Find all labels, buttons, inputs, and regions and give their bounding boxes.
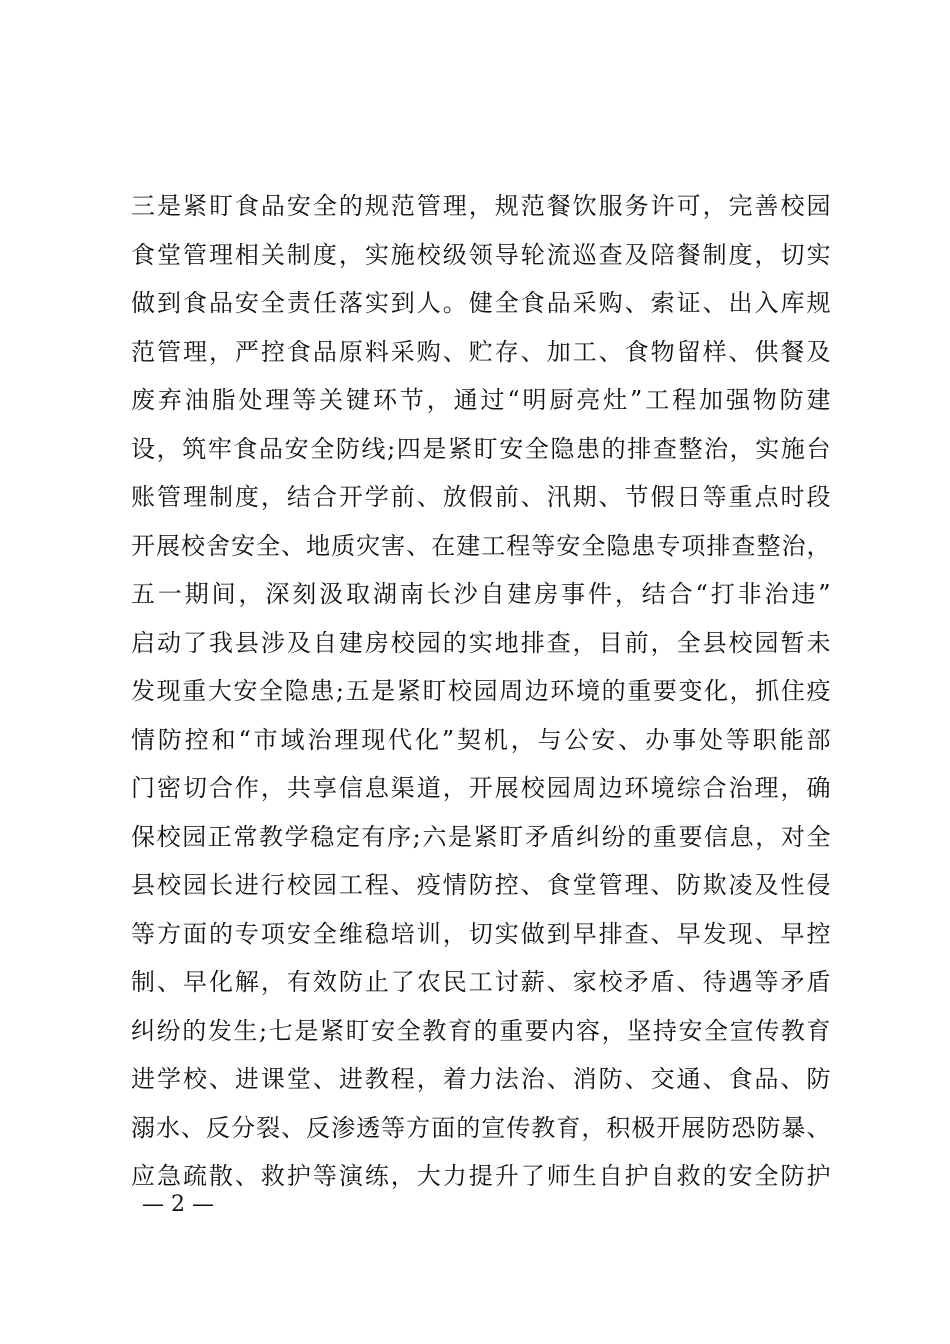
text-line: 进学校、进课堂、进教程，着力法治、消防、交通、食品、防	[131, 1065, 831, 1093]
page-number: — 2 —	[142, 1192, 214, 1217]
text-line: 溺水、反分裂、反渗透等方面的宣传教育，积极开展防恐防暴、	[131, 1113, 831, 1142]
text-line: 五一期间，深刻汲取湖南长沙自建房事件，结合“打非治违”	[131, 580, 831, 608]
text-line: 发现重大安全隐患;五是紧盯校园周边环境的重要变化，抓住疫	[131, 677, 831, 705]
text-line: 制、早化解，有效防止了农民工讨薪、家校矛盾、待遇等矛盾	[131, 968, 831, 996]
text-line: 食堂管理相关制度，实施校级领导轮流巡查及陪餐制度，切实	[131, 240, 831, 269]
text-line: 等方面的专项安全维稳培训，切实做到早排查、早发现、早控	[131, 919, 831, 948]
text-line: 废弃油脂处理等关键环节，通过“明厨亮灶”工程加强物防建	[131, 386, 831, 414]
text-line: 情防控和“市域治理现代化”契机，与公安、办事处等职能部	[131, 725, 831, 754]
text-line: 开展校舍安全、地质灾害、在建工程等安全隐患专项排查整治，	[131, 531, 831, 560]
text-line: 账管理制度，结合开学前、放假前、汛期、节假日等重点时段	[131, 483, 831, 511]
text-line: 范管理，严控食品原料采购、贮存、加工、食物留样、供餐及	[131, 337, 831, 366]
text-line: 启动了我县涉及自建房校园的实地排查，目前，全县校园暂未	[131, 628, 831, 657]
text-line: 县校园长进行校园工程、疫情防控、食堂管理、防欺凌及性侵	[131, 871, 831, 899]
text-line: 保校园正常教学稳定有序;六是紧盯矛盾纠纷的重要信息，对全	[131, 822, 831, 851]
text-line: 三是紧盯食品安全的规范管理，规范餐饮服务许可，完善校园	[131, 192, 831, 220]
text-line: 门密切合作，共享信息渠道，开展校园周边环境综合治理，确	[131, 774, 831, 802]
body-text	[131, 182, 831, 1201]
text-line: 纠纷的发生;七是紧盯安全教育的重要内容，坚持安全宣传教育	[131, 1016, 831, 1045]
text-line: 做到食品安全责任落实到人。健全食品采购、索证、出入库规	[131, 289, 831, 317]
text-line: 应急疏散、救护等演练，大力提升了师生自护自救的安全防护	[131, 1162, 831, 1190]
text-line: 设，筑牢食品安全防线;四是紧盯安全隐患的排查整治，实施台	[131, 434, 831, 463]
